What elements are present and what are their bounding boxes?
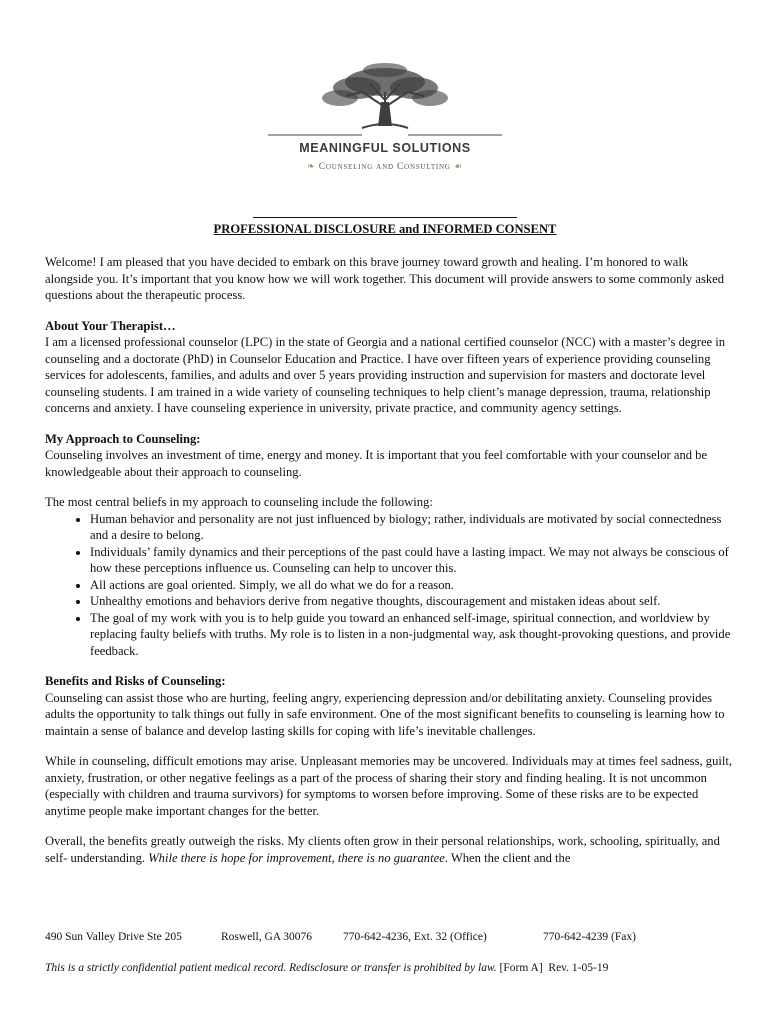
benefits-heading: Benefits and Risks of Counseling: <box>45 674 226 688</box>
list-item: • Human behavior and personality are not just influenced by biology; rather, individuals are motivated by social connectedness and a desire to belong. <box>90 511 735 544</box>
risks-paragraph: While in counseling, difficult emotions may arise. Unpleasant memories may be uncovered. Individuals may at times feel sadness, guilt, anxiety, frustration, or other negative feelings as a part of the process of sharing their story and finding healing. It is not uncommon (especially with children and trauma survivors) for symptoms to worsen before improving. Some of these risks are to be expected anytime people make important changes for the better. <box>45 754 733 818</box>
approach-heading: My Approach to Counseling: <box>45 431 201 446</box>
no-guarantee-text: While there is hope for improvement, there is no guarantee <box>148 850 445 865</box>
brand-tagline <box>262 158 508 176</box>
tagline-text: Counseling and Consulting <box>318 162 451 172</box>
revision-label: Rev. 1-05-19 <box>548 962 609 974</box>
confidential-notice: This is a strictly confidential patient medical record. Redisclosure or transfer is prohibited by law. <box>45 962 497 974</box>
footer-address: 490 Sun Valley Drive Ste 205 <box>45 931 182 943</box>
beliefs-list <box>45 511 735 660</box>
intro-paragraph: Welcome! I am pleased that you have decided to embark on this brave journey toward growth and healing. I’m honored to walk alongside you. It’s important that you know how we will work together. This document will provide answers to some commonly asked questions about the therapeutic process. <box>45 255 725 302</box>
benefits-section <box>45 673 735 739</box>
title-rule <box>253 217 517 218</box>
leaf-icon: ❧ <box>307 161 316 171</box>
footer-city: Roswell, GA 30076 <box>221 931 313 943</box>
about-heading: About Your Therapist… <box>45 318 176 333</box>
form-label: [Form A] <box>499 962 543 974</box>
document-body <box>45 254 735 880</box>
leaf-icon: ☙ <box>453 161 463 171</box>
list-item: • All actions are goal oriented. Simply, we all do what we do for a reason. <box>90 577 735 594</box>
overall-paragraph <box>45 833 735 866</box>
document-title: PROFESSIONAL DISCLOSURE and INFORMED CONSENT <box>213 222 557 236</box>
list-item: • The goal of my work with you is to help guide you toward an enhanced self-image, spiritual connection, and worldview by replacing faulty beliefs with truths. My role is to listen in a non-judgmental way, ask thought-provoking questions, and provide feedback. <box>90 610 735 660</box>
footer-confidential <box>45 960 735 977</box>
logo <box>262 62 508 172</box>
footer-fax: 770-642-4239 (Fax) <box>543 931 636 943</box>
approach-body: Counseling involves an investment of time, energy and money. It is important that you feel comfortable with your counselor and be knowledgeable about their approach to counseling. <box>45 448 708 479</box>
beliefs-intro: The most central beliefs in my approach to counseling include the following: <box>45 495 433 509</box>
about-section <box>45 318 735 417</box>
about-body: I am a licensed professional counselor (LPC) in the state of Georgia and a national certified counselor (NCC) with a master’s degree in counseling and a doctorate (PhD) in Counselor Education and Practice. I have over fifteen years of experience providing counseling services for adolescents, families, and adults and over 5 years providing instruction and supervision for masters and doctorate level counseling students. I am trained in a wide variety of counseling techniques to help client’s manage depression, trauma, relationship concerns and anxiety. I have counseling experience in university, private practice, and community agency settings. <box>45 335 726 415</box>
benefits-body: Counseling can assist those who are hurting, feeling angry, experiencing depression and/or debilitating anxiety. Counseling provides adults the opportunity to talk things out fully in safe environment. One of the most significant benefits to counseling is learning how to maintain a sense of balance and develop lasting skills for coping with life’s inevitable challenges. <box>45 690 725 738</box>
list-item: • Unhealthy emotions and behaviors derive from negative thoughts, discouragement and mistaken ideas about self. <box>90 593 735 610</box>
overall-text-end: . When the client and the <box>444 850 571 865</box>
brand-name: MEANINGFUL SOLUTIONS <box>299 141 471 155</box>
approach-section <box>45 431 735 481</box>
list-item: • Individuals’ family dynamics and their perceptions of the past could have a lasting impact. We may not always be conscious of how these perceptions influence us. Counseling can help to uncover this. <box>90 544 735 577</box>
overall-text: Overall, the benefits greatly outweigh the risks. My clients often grow in their personal relationships, work, schooling, spiritually, and self- understanding. <box>45 834 720 865</box>
footer-office-phone: 770-642-4236, Ext. 32 (Office) <box>343 931 487 943</box>
footer-contact <box>45 929 735 946</box>
